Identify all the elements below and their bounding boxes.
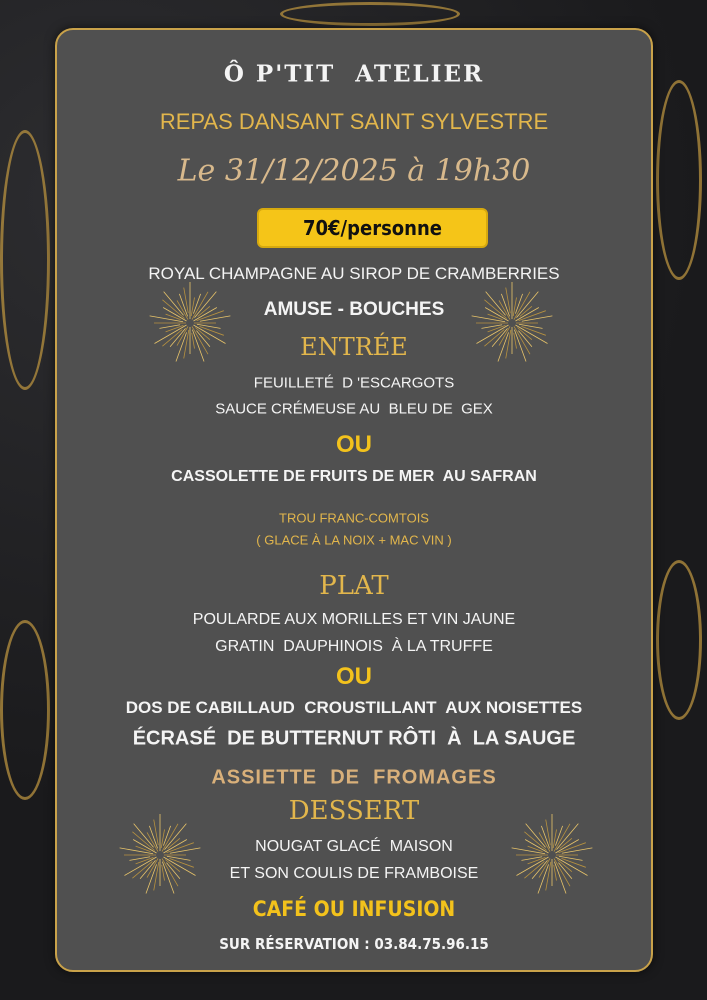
coffee-course: CAFÉ OU INFUSION [252,897,456,921]
reservation-phone: SUR RÉSERVATION : 03.84.75.96.15 [219,935,489,953]
entree-item: FEUILLETÉ D 'ESCARGOTS [253,374,455,392]
entree-item: CASSOLETTE DE FRUITS DE MER AU SAFRAN [171,468,537,485]
gold-ribbon-decoration [0,130,50,390]
firework-icon [115,810,205,900]
trou-item: TROU FRANC-COMTOIS [279,510,429,526]
dessert-item: ET SON COULIS DE FRAMBOISE [229,865,479,882]
gold-ribbon-decoration [280,2,460,26]
firework-icon [467,278,557,368]
trou-item: ( GLACE À LA NOIX + MAC VIN ) [256,532,452,548]
event-date: Le 31/12/2025 à 19h30 [177,153,531,189]
or-separator: OU [336,663,372,690]
gold-ribbon-decoration [656,80,702,280]
plat-item: GRATIN DAUPHINOIS À LA TRUFFE [215,638,493,655]
venue-name: Ô P'TIT ATELIER [223,60,485,88]
gold-ribbon-decoration [0,620,50,800]
gold-ribbon-decoration [656,560,702,720]
firework-icon [507,810,597,900]
plat-heading: PLAT [319,571,389,601]
cheese-course: ASSIETTE DE FROMAGES [211,766,497,789]
dessert-item: NOUGAT GLACÉ MAISON [255,838,453,855]
or-separator: OU [336,431,372,458]
dessert-heading: DESSERT [288,796,420,826]
plat-item: POULARDE AUX MORILLES ET VIN JAUNE [192,611,516,628]
plat-item: ÉCRASÉ DE BUTTERNUT RÔTI À LA SAUGE [132,727,576,750]
aperitif: ROYAL CHAMPAGNE AU SIROP DE CRAMBERRIES [148,264,560,283]
entree-heading: ENTRÉE [300,333,408,361]
amuse-bouches: AMUSE - BOUCHES [263,299,445,320]
event-title: REPAS DANSANT SAINT SYLVESTRE [159,109,549,134]
firework-icon [145,278,235,368]
plat-item: DOS DE CABILLAUD CROUSTILLANT AUX NOISETTES [125,698,583,717]
price-badge: 70€/personne [257,208,488,248]
entree-item: SAUCE CRÉMEUSE AU BLEU DE GEX [215,400,493,418]
